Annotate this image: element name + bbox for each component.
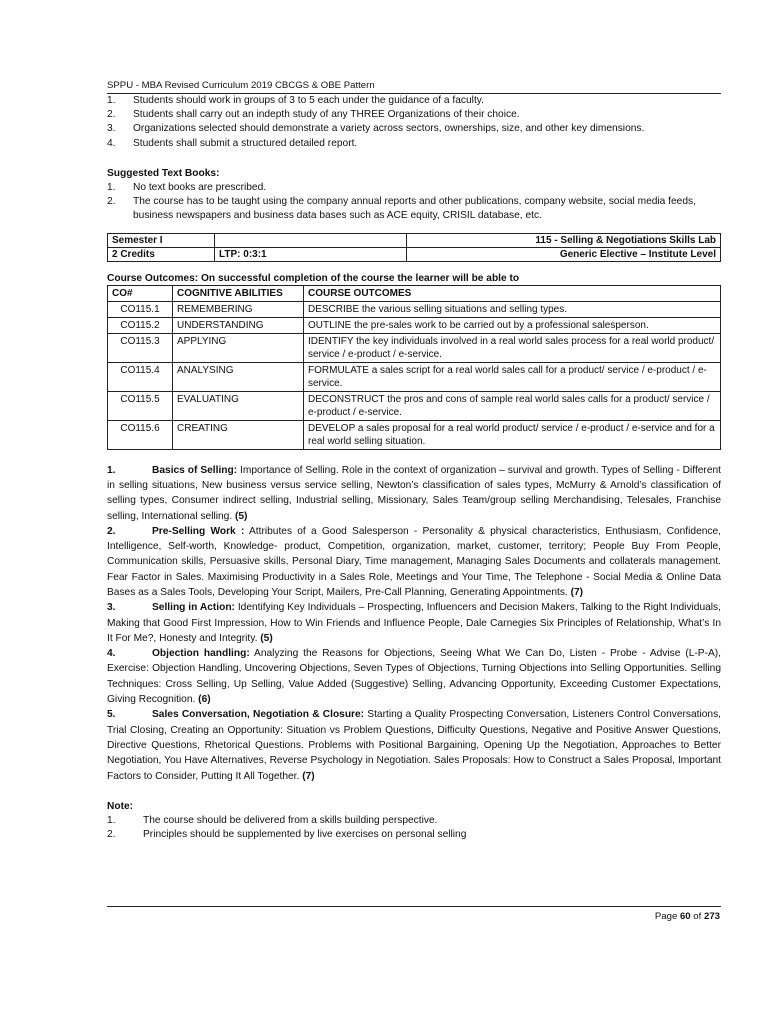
item-text: The course should be delivered from a skills building perspective. [143, 815, 438, 827]
footer-prefix: Page [654, 911, 680, 922]
item-text: No text books are prescribed. [133, 182, 267, 194]
table-header-row [108, 285, 721, 301]
table-row [108, 247, 721, 261]
co-ability: UNDERSTANDING [173, 317, 304, 333]
topic-hours: (6) [195, 694, 211, 706]
course-outcomes-table [107, 285, 721, 450]
item-number: 1. [107, 95, 116, 106]
co-ability: APPLYING [173, 333, 304, 362]
table-row [108, 391, 721, 420]
course-outcomes-caption: Course Outcomes: On successful completion of the course the learner will be able to [107, 272, 520, 284]
topic-paragraph [107, 524, 721, 600]
note-title: Note: [107, 800, 134, 812]
header-cognitive: COGNITIVE ABILITIES [173, 285, 304, 301]
topic-paragraph [107, 646, 721, 707]
footer-page-number: 60 [679, 911, 691, 922]
item-text: Organizations selected should demonstrate a variety across sectors, ownerships, size, and other key dimensions. [133, 123, 645, 135]
textbooks-title: Suggested Text Books: [107, 167, 220, 179]
intro-list [107, 94, 721, 151]
co-outcome: DESCRIBE the various selling situations and selling types. [304, 301, 721, 317]
footer-divider [107, 906, 721, 907]
topic-paragraph [107, 600, 721, 646]
co-ability: REMEMBERING [173, 301, 304, 317]
item-text: Students shall submit a structured detailed report. [133, 137, 358, 149]
topic-number: 5. [107, 709, 116, 721]
empty-cell [215, 233, 407, 247]
table-row [108, 420, 721, 449]
page-header: SPPU - MBA Revised Curriculum 2019 CBCGS & OBE Pattern [107, 80, 721, 94]
co-outcome: OUTLINE the pre-sales work to be carried out by a professional salesperson. [304, 317, 721, 333]
header-outcomes: COURSE OUTCOMES [304, 285, 721, 301]
co-id: CO115.2 [108, 317, 173, 333]
course-title-cell: 115 - Selling & Negotiations Skills Lab [407, 233, 721, 247]
item-text: The course has to be taught using the company annual reports and other publications, company website, social media feeds, business newspapers and business data bases such as ACE equity, CRISIL database, etc. [133, 196, 696, 222]
list-item [107, 828, 721, 842]
textbooks-list [107, 181, 721, 224]
footer-page-total: 273 [703, 911, 720, 922]
item-number: 4. [107, 137, 116, 149]
topic-hours: (7) [567, 587, 584, 598]
footer-mid: of [690, 911, 704, 922]
list-item [107, 137, 721, 151]
item-text: Students shall carry out an indepth study of any THREE Organizations of their choice. [133, 109, 520, 121]
topics-section [107, 463, 721, 784]
co-id: CO115.1 [108, 301, 173, 317]
topic-body: Analyzing the Reasons for Objections, Seeing What We Can Do, Listen - Probe - Advise (L-P-A), Exercise: Objection Handling, Uncovering Objections, Seven Types of Objections, Turning Objections into Selling Opportunities. Selling Techniques: Cross Selling, Up Selling, Value Added (Suggestive) Selling, Advancing Opportunity, Exceeding Customer Expectations, Giving Recognition. [107, 648, 721, 706]
topic-title: Basics of Selling: [152, 464, 238, 476]
topic-number: 2. [107, 525, 116, 537]
list-item [107, 814, 721, 828]
co-id: CO115.3 [108, 333, 173, 362]
note-section [107, 800, 721, 843]
topic-body: Importance of Selling. Role in the context of organization – survival and growth. Types of Selling - Different in selling situations, New business versus service selling, Newton’s classification of sales types, McMurry & Arnold’s classification of selling types, Consumer indirect selling, Industrial selling, Missionary, Sales Team/group selling Merchandising, Telesales, Franchise selling, International selling. [107, 464, 721, 522]
item-number: 2. [107, 829, 116, 841]
co-id: CO115.4 [108, 362, 173, 391]
topic-hours: (5) [257, 632, 273, 644]
topic-paragraph [107, 707, 721, 783]
topic-number: 4. [107, 648, 116, 660]
co-outcome: FORMULATE a sales script for a real world sales call for a product/ service / e-product / e-service. [304, 362, 721, 391]
co-outcome: IDENTIFY the key individuals involved in a real world sales process for a real world product/ service / e-product / e-service. [304, 333, 721, 362]
table-row [108, 301, 721, 317]
semester-cell: Semester I [108, 233, 215, 247]
semester-table [107, 233, 721, 262]
table-row [108, 233, 721, 247]
topic-title: Objection handling: [152, 648, 250, 660]
item-number: 1. [107, 182, 116, 194]
co-ability: CREATING [173, 420, 304, 449]
list-item [107, 181, 721, 195]
co-id: CO115.6 [108, 420, 173, 449]
page-footer [655, 911, 720, 922]
table-row [108, 317, 721, 333]
list-item [107, 94, 721, 108]
co-ability: ANALYSING [173, 362, 304, 391]
list-item [107, 195, 721, 223]
topic-body: Attributes of a Good Salesperson - Personality & physical characteristics, Enthusiasm, Confidence, Intelligence, Self-worth, Knowledge- product, Competition, organization, market, customer, territory; People Buy From People, Communication skills, Persuasive skills, Personal Diary, Time management, Managing Sales Documents and collaterals management. Fear Factor in Sales. Maximising Productivity in a Sales Role, Meetings and Your Time, The Telephone - Social Media & Online Data Bases as a Sales Tools, Developing Your Script, Mailers, Pre-Call Planning, Generating Appointments. [107, 525, 721, 598]
co-outcome: DEVELOP a sales proposal for a real world product/ service / e-product / e-service and for a real world selling situation. [304, 420, 721, 449]
topic-title: Pre-Selling Work : [152, 525, 245, 537]
topic-number: 3. [107, 602, 116, 614]
list-item [107, 122, 721, 136]
list-item [107, 108, 721, 122]
item-text: Principles should be supplemented by live exercises on personal selling [143, 829, 467, 841]
document-page [107, 80, 721, 842]
credits-cell: 2 Credits [108, 247, 215, 261]
topic-title: Sales Conversation, Negotiation & Closure: [152, 709, 365, 721]
item-number: 2. [107, 196, 116, 208]
elective-cell: Generic Elective – Institute Level [407, 247, 721, 261]
item-number: 3. [107, 123, 116, 135]
item-number: 2. [107, 109, 116, 121]
item-text: Students should work in groups of 3 to 5 each under the guidance of a faculty. [133, 95, 484, 106]
co-ability: EVALUATING [173, 391, 304, 420]
header-co: CO# [108, 285, 173, 301]
item-number: 1. [107, 815, 116, 827]
topic-hours: (7) [299, 770, 315, 782]
note-list [107, 814, 721, 842]
topic-number: 1. [107, 464, 116, 476]
topic-body: Starting a Quality Prospecting Conversation, Listeners Control Conversations, Trial Closing, Creating an Opportunity: Situation vs Problem Questions, Difficulty Questions, Negative and Positive Answer Questions, Directive Questions, Rhetorical Questions. Problems with Positional Bargaining, Opening Up the Negotiation, Approaches to Better Negotiation, You Have Alternatives, Reverse Psychology in Negotiation. Sales Proposals: How to Construct a Sales Proposal, Important Factors to Consider, Putting It All Together. [107, 709, 721, 782]
ltp-cell: LTP: 0:3:1 [215, 247, 407, 261]
topic-hours: (5) [232, 510, 248, 522]
topic-body: Identifying Key Individuals – Prospecting, Influencers and Decision Makers, Talking to the Right Individuals, Making that Good First Impression, How to Win Friends and Influence People, Dale Carnegies Six Principles of Relationship, What’s In It For Me?, Honesty and Integrity. [107, 602, 721, 644]
table-row [108, 333, 721, 362]
table-row [108, 362, 721, 391]
co-outcome: DECONSTRUCT the pros and cons of sample real world sales calls for a product/ service / e-product / e-service. [304, 391, 721, 420]
co-id: CO115.5 [108, 391, 173, 420]
topic-title: Selling in Action: [152, 602, 235, 614]
topic-paragraph [107, 463, 721, 524]
